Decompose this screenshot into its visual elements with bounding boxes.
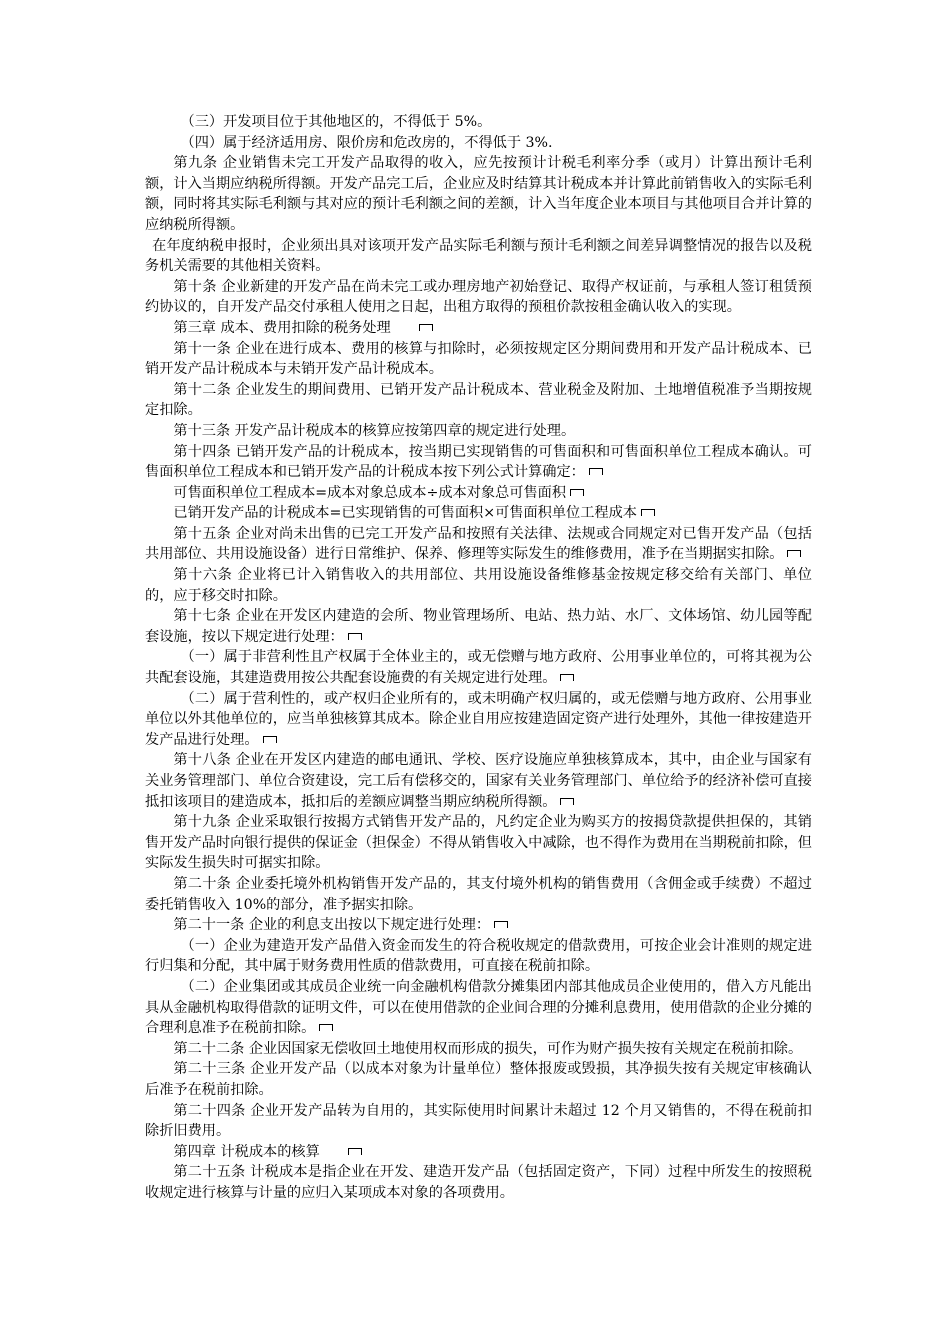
paragraph: 第二十五条 计税成本是指企业在开发、建造开发产品（包括固定资产，下同）过程中所发生的按照税收规定进行核算与计量的应归入某项成本对象的各项费用。 bbox=[145, 1164, 812, 1201]
paragraph-mark-icon bbox=[787, 550, 801, 557]
paragraph: （二）属于营利性的，或产权归企业所有的，或未明确产权归属的，或无偿赠与地方政府、公用事业单位以外其他单位的，应当单独核算其成本。除企业自用应按建造固定资产进行处理外，其他一律按建造开发产品进行处理。 bbox=[145, 690, 812, 748]
formula: 已销开发产品的计税成本=已实现销售的可售面积×可售面积单位工程成本 bbox=[145, 503, 812, 524]
paragraph: 第十五条 企业对尚未出售的已完工开发产品和按照有关法律、法规或合同规定对已售开发产品（包括共用部位、共用设施设备）进行日常维护、保养、修理等实际发生的维修费用，准予在当期据实扣除。 bbox=[145, 525, 812, 563]
paragraph: 第十四条 已销开发产品的计税成本，按当期已实现销售的可售面积和可售面积单位工程成本确认。可售面积单位工程成本和已销开发产品的计税成本按下列公式计算确定： bbox=[145, 443, 812, 481]
paragraph: 在年度纳税申报时，企业须出具对该项开发产品实际毛利额与预计毛利额之间差异调整情况的报告以及税务机关需要的其他相关资料。 bbox=[145, 237, 812, 275]
paragraph: 第二十三条 企业开发产品（以成本对象为计量单位）整体报废或毁损，其净损失按有关规定审核确认后准予在税前扣除。 bbox=[145, 1061, 812, 1098]
paragraph: （一）属于非营利性且产权属于全体业主的，或无偿赠与地方政府、公用事业单位的，可将其视为公共配套设施，其建造费用按公共配套设施费的有关规定进行处理。 bbox=[145, 649, 812, 687]
paragraph: 第九条 企业销售未完工开发产品取得的收入，应先按预计计税毛利率分季（或月）计算出预计毛利额，计入当期应纳税所得额。开发产品完工后，企业应及时结算其计税成本并计算此前销售收入的实际毛利额，同时将其实际毛利额与其对应的预计毛利额之间的差额，计入当年度企业本项目与其他项目合并计算的应纳税所得额。 bbox=[145, 155, 812, 233]
chapter-heading: 第四章 计税成本的核算 bbox=[145, 1142, 812, 1163]
paragraph: 第十条 企业新建的开发产品在尚未完工或办理房地产初始登记、取得产权证前，与承租人签订租赁预约协议的，自开发产品交付承租人使用之日起，出租方取得的预租价款按租金确认收入的实现。 bbox=[145, 278, 812, 316]
paragraph-mark-icon bbox=[589, 468, 603, 475]
paragraph: （一）企业为建造开发产品借入资金而发生的符合税收规定的借款费用，可按企业会计准则的规定进行归集和分配，其中属于财务费用性质的借款费用，可直接在税前扣除。 bbox=[145, 937, 812, 975]
paragraph-mark-icon bbox=[348, 633, 362, 640]
paragraph: 第十二条 企业发生的期间费用、已销开发产品计税成本、营业税金及附加、土地增值税准予当期按规定扣除。 bbox=[145, 381, 812, 419]
chapter-heading: 第三章 成本、费用扣除的税务处理 bbox=[145, 318, 812, 339]
paragraph: 第十三条 开发产品计税成本的核算应按第四章的规定进行处理。 bbox=[173, 422, 576, 439]
paragraph: 第十七条 企业在开发区内建造的会所、物业管理场所、电站、热力站、水厂、文体场馆、幼儿园等配套设施，按以下规定进行处理： bbox=[145, 608, 812, 645]
paragraph: 第十一条 企业在进行成本、费用的核算与扣除时，必须按规定区分期间费用和开发产品计税成本、已销开发产品计税成本与未销开发产品计税成本。 bbox=[145, 340, 812, 378]
paragraph-mark-icon bbox=[494, 921, 508, 928]
paragraph-mark-icon bbox=[348, 1148, 362, 1155]
paragraph-mark-icon bbox=[560, 798, 574, 805]
document-page bbox=[145, 112, 812, 1203]
paragraph: 第二十条 企业委托境外机构销售开发产品的，其支付境外机构的销售费用（含佣金或手续费）不超过委托销售收入 10%的部分，准予据实扣除。 bbox=[145, 875, 812, 913]
paragraph: 第二十一条 企业的利息支出按以下规定进行处理： bbox=[145, 915, 812, 936]
paragraph-mark-icon bbox=[263, 736, 277, 743]
paragraph-mark-icon bbox=[570, 489, 584, 496]
paragraph-mark-icon bbox=[319, 1024, 333, 1031]
paragraph: 第二十二条 企业因国家无偿收回土地使用权而形成的损失，可作为财产损失按有关规定在税前扣除。 bbox=[173, 1040, 803, 1057]
paragraph: 第十九条 企业采取银行按揭方式销售开发产品的，凡约定企业为购买方的按揭贷款提供担保的，其销售开发产品时向银行提供的保证金（担保金）不得从销售收入中减除，也不得作为费用在当期税前扣除，但实际发生损失时可据实扣除。 bbox=[145, 814, 812, 872]
paragraph: （二）企业集团或其成员企业统一向金融机构借款分摊集团内部其他成员企业使用的，借入方凡能出具从金融机构取得借款的证明文件，可以在使用借款的企业间合理的分摊利息费用，使用借款的企业分摊的合理利息准予在税前扣除。 bbox=[145, 978, 812, 1037]
paragraph: （四）属于经济适用房、限价房和危改房的，不得低于 3%. bbox=[180, 134, 553, 151]
paragraph: 第十八条 企业在开发区内建造的邮电通讯、学校、医疗设施应单独核算成本，其中，由企业与国家有关业务管理部门、单位合资建设，完工后有偿移交的，国家有关业务管理部门、单位给予的经济补偿可直接抵扣该项目的建造成本，抵扣后的差额应调整当期应纳税所得额。 bbox=[145, 752, 812, 810]
paragraph-mark-icon bbox=[560, 674, 574, 681]
paragraph: 第十六条 企业将已计入销售收入的共用部位、共用设施设备维修基金按规定移交给有关部门、单位的，应于移交时扣除。 bbox=[145, 567, 812, 604]
formula: 可售面积单位工程成本=成本对象总成本÷成本对象总可售面积 bbox=[145, 483, 812, 504]
paragraph: 第二十四条 企业开发产品转为自用的，其实际使用时间累计未超过 12 个月又销售的，不得在税前扣除折旧费用。 bbox=[145, 1102, 812, 1140]
paragraph: （三）开发项目位于其他地区的，不得低于 5%。 bbox=[180, 114, 492, 130]
paragraph-mark-icon bbox=[419, 324, 433, 331]
paragraph-mark-icon bbox=[641, 509, 655, 516]
